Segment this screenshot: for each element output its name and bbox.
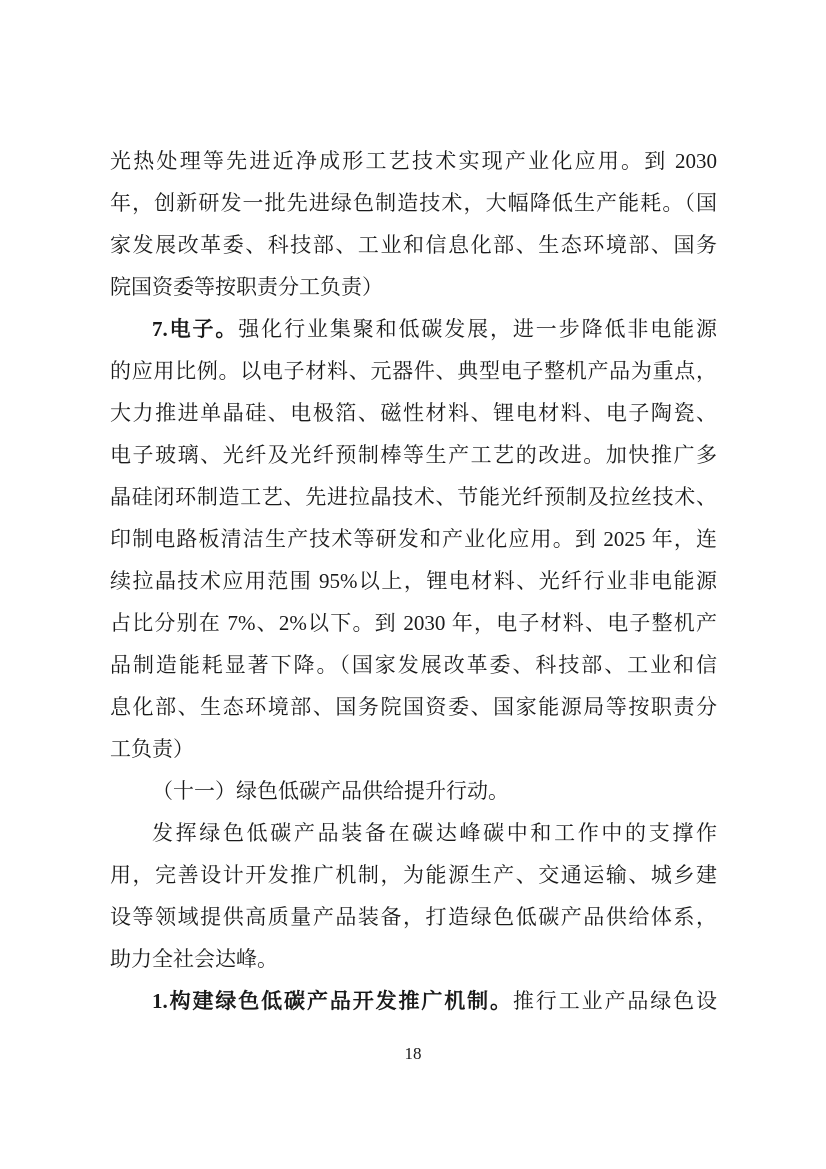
text-line xyxy=(110,812,717,854)
text-run: 强化行业集聚和低碳发展，进一步降低非电能源 xyxy=(238,317,717,341)
text-run: 电子玻璃、光纤及光纤预制棒等生产工艺的改进。加快推广多 xyxy=(110,443,717,467)
text-line xyxy=(110,854,717,896)
text-run: 占比分别在 7%、2%以下。到 2030 年，电子材料、电子整机产 xyxy=(110,611,717,635)
text-run: 年，创新研发一批先进绿色制造技术，大幅降低生产能耗。（国 xyxy=(110,191,717,215)
text-line xyxy=(110,434,717,476)
text-run: 院国资委等按职责分工负责） xyxy=(110,275,383,299)
bold-run: 1.构建绿色低碳产品开发推广机制。 xyxy=(152,989,513,1013)
text-run: 印制电路板清洁生产技术等研发和产业化应用。到 2025 年，连 xyxy=(110,527,717,551)
text-run: （十一）绿色低碳产品供给提升行动。 xyxy=(152,779,509,803)
text-line xyxy=(110,182,717,224)
text-line xyxy=(110,392,717,434)
text-run: 续拉晶技术应用范围 95%以上，锂电材料、光纤行业非电能源 xyxy=(110,569,717,593)
page-number: 18 xyxy=(404,1044,422,1063)
text-block xyxy=(110,140,717,1022)
text-line xyxy=(110,644,717,686)
text-run: 晶硅闭环制造工艺、先进拉晶技术、节能光纤预制及拉丝技术、 xyxy=(110,485,717,509)
text-run: 助力全社会达峰。 xyxy=(110,947,278,971)
text-line xyxy=(110,728,717,770)
text-line xyxy=(110,686,717,728)
text-run: 品制造能耗显著下降。（国家发展改革委、科技部、工业和信 xyxy=(110,653,717,677)
text-run: 工负责） xyxy=(110,737,194,761)
bold-run: 7.电子。 xyxy=(152,317,239,341)
text-line xyxy=(110,770,717,812)
text-line xyxy=(110,980,717,1022)
text-line xyxy=(110,896,717,938)
text-run: 家发展改革委、科技部、工业和信息化部、生态环境部、国务 xyxy=(110,233,717,257)
text-line xyxy=(110,938,717,980)
text-run: 设等领域提供高质量产品装备，打造绿色低碳产品供给体系， xyxy=(110,905,717,929)
text-line xyxy=(110,560,717,602)
text-run: 的应用比例。以电子材料、元器件、典型电子整机产品为重点， xyxy=(110,359,717,383)
text-line xyxy=(110,140,717,182)
text-run: 光热处理等先进近净成形工艺技术实现产业化应用。到 2030 xyxy=(110,149,717,173)
text-run: 大力推进单晶硅、电极箔、磁性材料、锂电材料、电子陶瓷、 xyxy=(110,401,717,425)
text-run: 推行工业产品绿色设 xyxy=(512,989,717,1013)
text-line xyxy=(110,476,717,518)
text-line xyxy=(110,308,717,350)
text-line xyxy=(110,266,717,308)
text-run: 用，完善设计开发推广机制，为能源生产、交通运输、城乡建 xyxy=(110,863,717,887)
text-run: 发挥绿色低碳产品装备在碳达峰碳中和工作中的支撑作 xyxy=(152,821,717,845)
text-line xyxy=(110,350,717,392)
text-line xyxy=(110,518,717,560)
text-line xyxy=(110,224,717,266)
text-run: 息化部、生态环境部、国务院国资委、国家能源局等按职责分 xyxy=(110,695,717,719)
text-line xyxy=(110,602,717,644)
